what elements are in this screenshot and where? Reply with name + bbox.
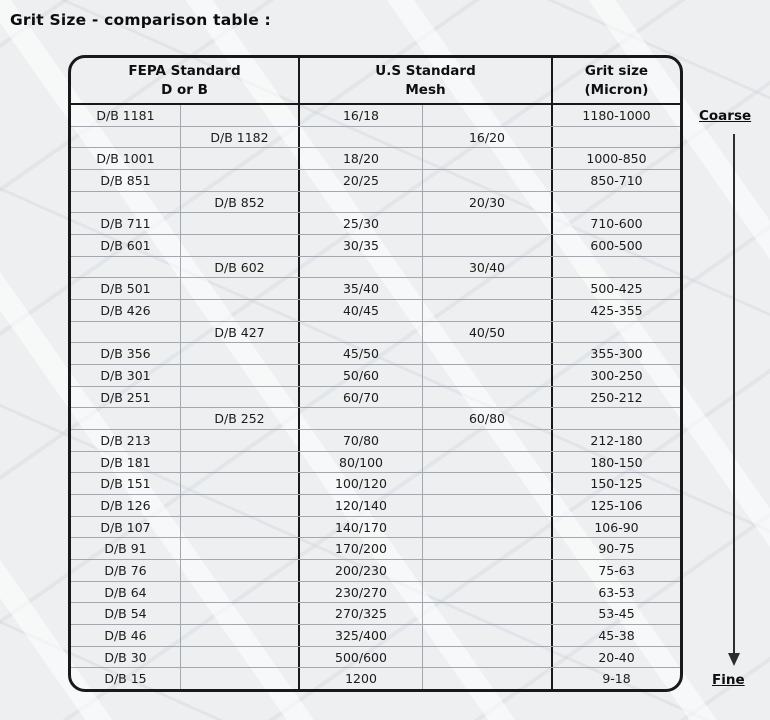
table-cell: D/B 356: [71, 343, 181, 364]
table-cell: [181, 495, 300, 516]
table-cell: 63-53: [598, 584, 635, 600]
table-row: [71, 495, 680, 517]
table-cell: [300, 257, 423, 278]
table-cell: 710-600: [590, 216, 643, 232]
table-cell: 75-63: [598, 562, 635, 578]
table-cell: 120/140: [300, 495, 423, 516]
table-cell: 60/70: [300, 387, 423, 408]
table-cell: D/B 251: [71, 387, 181, 408]
table-cell: [181, 668, 300, 689]
header-us-standard-mesh: [300, 58, 553, 103]
table-cell: [71, 192, 181, 213]
header-grit-size-micron: [553, 58, 680, 103]
table-cell: D/B 54: [71, 603, 181, 624]
table-cell: D/B 213: [71, 430, 181, 451]
table-cell: 50/60: [300, 365, 423, 386]
table-cell: 60/80: [423, 408, 553, 429]
table-cell: 500-425: [590, 281, 643, 297]
table-cell: [423, 603, 553, 624]
table-cell: D/B 252: [181, 408, 300, 429]
header-fepa-line2: D or B: [161, 81, 208, 98]
grit-comparison-table: [68, 55, 683, 692]
table-cell: [300, 408, 423, 429]
table-row: [71, 127, 680, 149]
table-row: [71, 408, 680, 430]
table-cell: [423, 625, 553, 646]
table-cell: [71, 127, 181, 148]
table-cell: [181, 300, 300, 321]
table-cell: [181, 387, 300, 408]
table-cell: [423, 213, 553, 234]
table-cell: 80/100: [300, 452, 423, 473]
table-cell: 500/600: [300, 647, 423, 668]
table-cell: 140/170: [300, 517, 423, 538]
table-cell: [181, 603, 300, 624]
table-cell: [423, 452, 553, 473]
arrow-head: [728, 653, 740, 666]
table-cell: D/B 91: [71, 538, 181, 559]
table-cell: 45/50: [300, 343, 423, 364]
table-cell: 212-180: [590, 432, 643, 448]
table-cell: 1000-850: [586, 151, 647, 167]
table-cell: [181, 213, 300, 234]
table-cell: [181, 235, 300, 256]
table-cell: [423, 387, 553, 408]
table-row: [71, 430, 680, 452]
table-cell: D/B 181: [71, 452, 181, 473]
table-cell: D/B 501: [71, 278, 181, 299]
table-cell: [181, 430, 300, 451]
table-cell: [423, 343, 553, 364]
table-cell: [300, 192, 423, 213]
table-cell: [423, 300, 553, 321]
table-cell: 25/30: [300, 213, 423, 234]
table-cell: 53-45: [598, 606, 635, 622]
header-grit-line1: Grit size: [584, 63, 649, 80]
table-cell: [181, 647, 300, 668]
table-cell: 850-710: [590, 172, 643, 188]
table-cell: [553, 408, 680, 429]
table-cell: [71, 408, 181, 429]
table-cell: 270/325: [300, 603, 423, 624]
header-mesh-line2: Mesh: [405, 81, 446, 98]
table-cell: [423, 170, 553, 191]
table-cell: [553, 192, 680, 213]
table-cell: 20/30: [423, 192, 553, 213]
table-cell: [423, 495, 553, 516]
table-cell: 230/270: [300, 582, 423, 603]
table-cell: [423, 235, 553, 256]
table-cell: D/B 64: [71, 582, 181, 603]
table-cell: D/B 711: [71, 213, 181, 234]
table-cell: [181, 343, 300, 364]
table-cell: [423, 473, 553, 494]
table-cell: D/B 301: [71, 365, 181, 386]
table-cell: 70/80: [300, 430, 423, 451]
table-cell: 35/40: [300, 278, 423, 299]
table-row: [71, 582, 680, 604]
table-cell: [423, 582, 553, 603]
table-cell: 9-18: [602, 671, 631, 687]
table-cell: D/B 427: [181, 322, 300, 343]
table-cell: D/B 1181: [71, 105, 181, 126]
table-cell: 30/40: [423, 257, 553, 278]
table-cell: [181, 105, 300, 126]
table-row: [71, 517, 680, 539]
table-row: [71, 235, 680, 257]
table-row: [71, 452, 680, 474]
table-cell: [181, 625, 300, 646]
table-row: [71, 668, 680, 689]
table-row: [71, 473, 680, 495]
table-cell: [423, 278, 553, 299]
table-cell: [423, 365, 553, 386]
table-row: [71, 560, 680, 582]
table-row: [71, 278, 680, 300]
table-cell: D/B 30: [71, 647, 181, 668]
table-row: [71, 170, 680, 192]
table-cell: D/B 851: [71, 170, 181, 191]
table-cell: [423, 148, 553, 169]
table-cell: D/B 151: [71, 473, 181, 494]
table-cell: [181, 582, 300, 603]
table-row: [71, 387, 680, 409]
table-cell: [181, 517, 300, 538]
table-cell: [181, 278, 300, 299]
table-cell: [181, 452, 300, 473]
table-cell: 200/230: [300, 560, 423, 581]
table-cell: 45-38: [598, 627, 635, 643]
table-row: [71, 365, 680, 387]
table-cell: 300-250: [590, 367, 643, 383]
table-row: [71, 300, 680, 322]
table-cell: 40/45: [300, 300, 423, 321]
table-cell: 106-90: [594, 519, 639, 535]
table-cell: 180-150: [590, 454, 643, 470]
table-cell: [181, 473, 300, 494]
table-row: [71, 148, 680, 170]
table-cell: 20/25: [300, 170, 423, 191]
table-cell: D/B 852: [181, 192, 300, 213]
table-header-row: [71, 58, 680, 105]
table-cell: 425-355: [590, 302, 643, 318]
table-cell: [300, 322, 423, 343]
table-cell: 100/120: [300, 473, 423, 494]
table-cell: 600-500: [590, 237, 643, 253]
table-cell: [423, 430, 553, 451]
table-cell: D/B 602: [181, 257, 300, 278]
table-cell: [553, 257, 680, 278]
coarse-label: Coarse: [699, 108, 752, 124]
table-row: [71, 192, 680, 214]
table-cell: [423, 668, 553, 689]
table-cell: [423, 105, 553, 126]
table-cell: [423, 538, 553, 559]
table-row: [71, 257, 680, 279]
table-cell: D/B 426: [71, 300, 181, 321]
table-cell: [423, 560, 553, 581]
table-cell: [181, 538, 300, 559]
table-cell: [181, 148, 300, 169]
table-row: [71, 343, 680, 365]
page-title: Grit Size - comparison table :: [10, 11, 271, 29]
table-cell: 1180-1000: [582, 107, 651, 123]
table-cell: [71, 322, 181, 343]
table-row: [71, 322, 680, 344]
table-cell: 125-106: [590, 497, 643, 513]
table-cell: [423, 647, 553, 668]
table-cell: 90-75: [598, 541, 635, 557]
fine-label: Fine: [712, 672, 745, 688]
table-cell: D/B 601: [71, 235, 181, 256]
table-cell: 30/35: [300, 235, 423, 256]
header-fepa-line1: FEPA Standard: [128, 63, 241, 80]
table-cell: D/B 107: [71, 517, 181, 538]
header-grit-line2: (Micron): [584, 81, 649, 98]
table-cell: 250-212: [590, 389, 643, 405]
table-row: [71, 538, 680, 560]
header-mesh-line1: U.S Standard: [375, 63, 476, 80]
table-body: [71, 105, 680, 689]
table-cell: 150-125: [590, 476, 643, 492]
table-cell: 16/18: [300, 105, 423, 126]
table-cell: [181, 170, 300, 191]
table-cell: [553, 127, 680, 148]
table-cell: 40/50: [423, 322, 553, 343]
table-cell: [300, 127, 423, 148]
table-cell: 18/20: [300, 148, 423, 169]
table-row: [71, 105, 680, 127]
table-cell: D/B 15: [71, 668, 181, 689]
table-row: [71, 625, 680, 647]
table-cell: 20-40: [598, 649, 635, 665]
table-cell: D/B 1001: [71, 148, 181, 169]
table-row: [71, 603, 680, 625]
table-cell: 325/400: [300, 625, 423, 646]
table-cell: 170/200: [300, 538, 423, 559]
table-row: [71, 647, 680, 669]
table-cell: D/B 76: [71, 560, 181, 581]
table-cell: [181, 365, 300, 386]
table-cell: 1200: [300, 668, 423, 689]
table-cell: [553, 322, 680, 343]
table-cell: [423, 517, 553, 538]
table-cell: D/B 1182: [181, 127, 300, 148]
table-cell: [71, 257, 181, 278]
table-cell: [181, 560, 300, 581]
table-cell: 16/20: [423, 127, 553, 148]
header-fepa-standard: [71, 58, 300, 103]
table-row: [71, 213, 680, 235]
arrow-shaft: [733, 134, 735, 653]
table-cell: 355-300: [590, 346, 643, 362]
table-cell: D/B 126: [71, 495, 181, 516]
table-cell: D/B 46: [71, 625, 181, 646]
